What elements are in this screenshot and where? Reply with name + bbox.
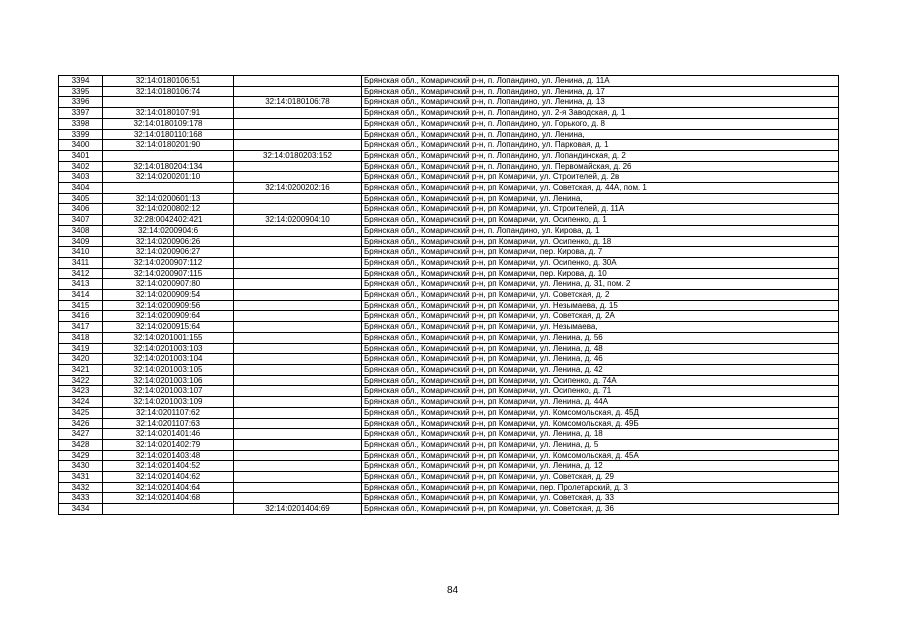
row-number-cell: 3427 <box>59 429 103 440</box>
address-cell: Брянская обл., Комаричский р-н, рп Комаричи, ул. Комсомольская, д. 49Б <box>362 418 839 429</box>
cadastral-number-alt-cell <box>234 461 362 472</box>
cadastral-number-cell: 32:14:0201003:103 <box>103 343 234 354</box>
cadastral-number-cell: 32:14:0200909:64 <box>103 311 234 322</box>
table-row <box>59 204 839 215</box>
cadastral-number-cell: 32:14:0180106:74 <box>103 86 234 97</box>
address-cell: Брянская обл., Комаричский р-н, рп Комаричи, ул. Незымаева, <box>362 322 839 333</box>
row-number-cell: 3424 <box>59 397 103 408</box>
table-row <box>59 472 839 483</box>
cadastral-number-cell: 32:14:0201003:105 <box>103 364 234 375</box>
cadastral-number-alt-cell <box>234 439 362 450</box>
page-number: 84 <box>446 585 459 596</box>
address-cell: Брянская обл., Комаричский р-н, п. Лопандино, ул. Первомайская, д. 26 <box>362 161 839 172</box>
table-row <box>59 108 839 119</box>
address-cell: Брянская обл., Комаричский р-н, рп Комаричи, ул. Ленина, д. 56 <box>362 332 839 343</box>
cadastral-number-cell: 32:14:0201001:155 <box>103 332 234 343</box>
cadastral-number-cell: 32:14:0200201:10 <box>103 172 234 183</box>
cadastral-number-alt-cell <box>234 386 362 397</box>
table-row <box>59 118 839 129</box>
cadastral-number-cell: 32:14:0201107:62 <box>103 407 234 418</box>
table-row <box>59 322 839 333</box>
cadastral-number-alt-cell <box>234 482 362 493</box>
cadastral-number-cell: 32:14:0200601:13 <box>103 193 234 204</box>
cadastral-number-cell: 32:14:0200907:80 <box>103 279 234 290</box>
row-number-cell: 3395 <box>59 86 103 97</box>
cadastral-number-cell: 32:14:0201003:104 <box>103 354 234 365</box>
address-cell: Брянская обл., Комаричский р-н, рп Комаричи, ул. Осипенко, д. 18 <box>362 236 839 247</box>
address-cell: Брянская обл., Комаричский р-н, п. Лопандино, ул. Ленина, д. 17 <box>362 86 839 97</box>
cadastral-number-cell: 32:14:0200907:115 <box>103 268 234 279</box>
row-number-cell: 3397 <box>59 108 103 119</box>
address-cell: Брянская обл., Комаричский р-н, рп Комаричи, ул. Осипенко, д. 30А <box>362 257 839 268</box>
table-row <box>59 407 839 418</box>
table-row <box>59 172 839 183</box>
table-row <box>59 279 839 290</box>
address-cell: Брянская обл., Комаричский р-н, рп Комаричи, ул. Осипенко, д. 71 <box>362 386 839 397</box>
row-number-cell: 3411 <box>59 257 103 268</box>
address-cell: Брянская обл., Комаричский р-н, рп Комаричи, ул. Советская, д. 44А, пом. 1 <box>362 183 839 194</box>
address-cell: Брянская обл., Комаричский р-н, рп Комаричи, ул. Строителей, д. 2в <box>362 172 839 183</box>
table-row <box>59 418 839 429</box>
table-row <box>59 150 839 161</box>
table-row <box>59 225 839 236</box>
row-number-cell: 3394 <box>59 76 103 87</box>
address-cell: Брянская обл., Комаричский р-н, рп Комаричи, ул. Советская, д. 2А <box>362 311 839 322</box>
table-row <box>59 439 839 450</box>
cadastral-number-alt-cell <box>234 225 362 236</box>
row-number-cell: 3429 <box>59 450 103 461</box>
row-number-cell: 3420 <box>59 354 103 365</box>
cadastral-number-cell: 32:14:0201404:62 <box>103 472 234 483</box>
address-cell: Брянская обл., Комаричский р-н, рп Комаричи, ул. Ленина, д. 31, пом. 2 <box>362 279 839 290</box>
table-row <box>59 193 839 204</box>
cadastral-number-alt-cell <box>234 418 362 429</box>
cadastral-number-alt-cell <box>234 247 362 258</box>
cadastral-number-cell: 32:14:0201404:52 <box>103 461 234 472</box>
row-number-cell: 3434 <box>59 504 103 515</box>
cadastral-number-cell: 32:14:0180204:134 <box>103 161 234 172</box>
property-register-table <box>58 75 839 515</box>
cadastral-number-alt-cell <box>234 193 362 204</box>
row-number-cell: 3407 <box>59 215 103 226</box>
cadastral-number-cell <box>103 97 234 108</box>
address-cell: Брянская обл., Комаричский р-н, рп Комаричи, пер. Кирова, д. 10 <box>362 268 839 279</box>
address-cell: Брянская обл., Комаричский р-н, п. Лопандино, ул. 2-я Заводская, д. 1 <box>362 108 839 119</box>
row-number-cell: 3413 <box>59 279 103 290</box>
address-cell: Брянская обл., Комаричский р-н, п. Лопандино, ул. Ленина, <box>362 129 839 140</box>
cadastral-number-alt-cell <box>234 407 362 418</box>
row-number-cell: 3402 <box>59 161 103 172</box>
table-row <box>59 236 839 247</box>
cadastral-number-alt-cell: 32:14:0201404:69 <box>234 504 362 515</box>
table-row <box>59 183 839 194</box>
table-row <box>59 290 839 301</box>
address-cell: Брянская обл., Комаричский р-н, рп Комаричи, ул. Осипенко, д. 1 <box>362 215 839 226</box>
table-row <box>59 343 839 354</box>
table-row <box>59 97 839 108</box>
row-number-cell: 3422 <box>59 375 103 386</box>
cadastral-number-cell <box>103 504 234 515</box>
row-number-cell: 3426 <box>59 418 103 429</box>
row-number-cell: 3425 <box>59 407 103 418</box>
table-row <box>59 364 839 375</box>
cadastral-number-cell: 32:14:0200909:56 <box>103 300 234 311</box>
row-number-cell: 3428 <box>59 439 103 450</box>
table-row <box>59 397 839 408</box>
cadastral-number-cell <box>103 183 234 194</box>
address-cell: Брянская обл., Комаричский р-н, рп Комаричи, ул. Ленина, д. 42 <box>362 364 839 375</box>
row-number-cell: 3430 <box>59 461 103 472</box>
cadastral-number-alt-cell <box>234 268 362 279</box>
row-number-cell: 3404 <box>59 183 103 194</box>
row-number-cell: 3405 <box>59 193 103 204</box>
table-row <box>59 429 839 440</box>
row-number-cell: 3409 <box>59 236 103 247</box>
cadastral-number-alt-cell <box>234 375 362 386</box>
register-table-body <box>59 76 839 515</box>
cadastral-number-cell: 32:14:0201404:64 <box>103 482 234 493</box>
cadastral-number-alt-cell <box>234 311 362 322</box>
row-number-cell: 3403 <box>59 172 103 183</box>
cadastral-number-cell: 32:14:0200909:54 <box>103 290 234 301</box>
address-cell: Брянская обл., Комаричский р-н, рп Комаричи, ул. Ленина, д. 46 <box>362 354 839 365</box>
row-number-cell: 3406 <box>59 204 103 215</box>
row-number-cell: 3418 <box>59 332 103 343</box>
table-row <box>59 386 839 397</box>
address-cell: Брянская обл., Комаричский р-н, рп Комаричи, ул. Советская, д. 29 <box>362 472 839 483</box>
cadastral-number-alt-cell <box>234 108 362 119</box>
cadastral-number-cell: 32:14:0200915:64 <box>103 322 234 333</box>
cadastral-number-alt-cell <box>234 129 362 140</box>
cadastral-number-alt-cell <box>234 300 362 311</box>
cadastral-number-cell: 32:14:0180109:178 <box>103 118 234 129</box>
cadastral-number-cell: 32:14:0201107:63 <box>103 418 234 429</box>
cadastral-number-cell: 32:14:0201401:46 <box>103 429 234 440</box>
table-row <box>59 461 839 472</box>
row-number-cell: 3401 <box>59 150 103 161</box>
cadastral-number-alt-cell <box>234 364 362 375</box>
cadastral-number-cell: 32:14:0201403:48 <box>103 450 234 461</box>
row-number-cell: 3396 <box>59 97 103 108</box>
table-row <box>59 76 839 87</box>
row-number-cell: 3400 <box>59 140 103 151</box>
table-row <box>59 482 839 493</box>
address-cell: Брянская обл., Комаричский р-н, п. Лопандино, ул. Ленина, д. 13 <box>362 97 839 108</box>
cadastral-number-cell: 32:14:0200802:12 <box>103 204 234 215</box>
cadastral-number-cell: 32:14:0200907:112 <box>103 257 234 268</box>
table-row <box>59 140 839 151</box>
table-row <box>59 268 839 279</box>
cadastral-number-alt-cell <box>234 204 362 215</box>
address-cell: Брянская обл., Комаричский р-н, рп Комаричи, ул. Ленина, д. 48 <box>362 343 839 354</box>
row-number-cell: 3415 <box>59 300 103 311</box>
cadastral-number-cell <box>103 150 234 161</box>
address-cell: Брянская обл., Комаричский р-н, рп Комаричи, ул. Ленина, <box>362 193 839 204</box>
address-cell: Брянская обл., Комаричский р-н, рп Комаричи, ул. Ленина, д. 5 <box>362 439 839 450</box>
row-number-cell: 3421 <box>59 364 103 375</box>
address-cell: Брянская обл., Комаричский р-н, рп Комаричи, ул. Строителей, д. 11А <box>362 204 839 215</box>
table-row <box>59 86 839 97</box>
cadastral-number-alt-cell <box>234 354 362 365</box>
row-number-cell: 3432 <box>59 482 103 493</box>
row-number-cell: 3408 <box>59 225 103 236</box>
table-row <box>59 257 839 268</box>
cadastral-number-alt-cell: 32:14:0180203:152 <box>234 150 362 161</box>
cadastral-number-alt-cell <box>234 493 362 504</box>
cadastral-number-alt-cell <box>234 118 362 129</box>
cadastral-number-alt-cell <box>234 86 362 97</box>
table-row <box>59 375 839 386</box>
address-cell: Брянская обл., Комаричский р-н, рп Комаричи, ул. Осипенко, д. 74А <box>362 375 839 386</box>
cadastral-number-alt-cell <box>234 332 362 343</box>
address-cell: Брянская обл., Комаричский р-н, рп Комаричи, ул. Ленина, д. 44А <box>362 397 839 408</box>
cadastral-number-alt-cell <box>234 140 362 151</box>
table-row <box>59 493 839 504</box>
row-number-cell: 3417 <box>59 322 103 333</box>
row-number-cell: 3412 <box>59 268 103 279</box>
address-cell: Брянская обл., Комаричский р-н, рп Комаричи, ул. Ленина, д. 12 <box>362 461 839 472</box>
cadastral-number-cell: 32:14:0200906:26 <box>103 236 234 247</box>
cadastral-number-alt-cell: 32:14:0200202:16 <box>234 183 362 194</box>
cadastral-number-cell: 32:14:0200906:27 <box>103 247 234 258</box>
address-cell: Брянская обл., Комаричский р-н, рп Комаричи, пер. Кирова, д. 7 <box>362 247 839 258</box>
address-cell: Брянская обл., Комаричский р-н, рп Комаричи, ул. Незымаева, д. 15 <box>362 300 839 311</box>
cadastral-number-alt-cell <box>234 76 362 87</box>
address-cell: Брянская обл., Комаричский р-н, рп Комаричи, ул. Комсомольская, д. 45Д <box>362 407 839 418</box>
address-cell: Брянская обл., Комаричский р-н, рп Комаричи, пер. Пролетарский, д. 3 <box>362 482 839 493</box>
address-cell: Брянская обл., Комаричский р-н, п. Лопандино, ул. Парковая, д. 1 <box>362 140 839 151</box>
cadastral-number-cell: 32:14:0201003:107 <box>103 386 234 397</box>
cadastral-number-alt-cell <box>234 450 362 461</box>
table-row <box>59 311 839 322</box>
cadastral-number-alt-cell <box>234 322 362 333</box>
cadastral-number-cell: 32:14:0180106:51 <box>103 76 234 87</box>
table-row <box>59 300 839 311</box>
cadastral-number-alt-cell <box>234 279 362 290</box>
address-cell: Брянская обл., Комаричский р-н, п. Лопандино, ул. Кирова, д. 1 <box>362 225 839 236</box>
row-number-cell: 3433 <box>59 493 103 504</box>
cadastral-number-alt-cell <box>234 397 362 408</box>
cadastral-number-alt-cell <box>234 290 362 301</box>
row-number-cell: 3431 <box>59 472 103 483</box>
row-number-cell: 3416 <box>59 311 103 322</box>
cadastral-number-alt-cell <box>234 472 362 483</box>
cadastral-number-cell: 32:28:0042402:421 <box>103 215 234 226</box>
table-row <box>59 247 839 258</box>
address-cell: Брянская обл., Комаричский р-н, рп Комаричи, ул. Советская, д. 33 <box>362 493 839 504</box>
row-number-cell: 3419 <box>59 343 103 354</box>
row-number-cell: 3410 <box>59 247 103 258</box>
row-number-cell: 3398 <box>59 118 103 129</box>
cadastral-number-cell: 32:14:0200904:6 <box>103 225 234 236</box>
address-cell: Брянская обл., Комаричский р-н, п. Лопандино, ул. Лопандинская, д. 2 <box>362 150 839 161</box>
row-number-cell: 3414 <box>59 290 103 301</box>
table-row <box>59 450 839 461</box>
cadastral-number-alt-cell <box>234 236 362 247</box>
cadastral-number-cell: 32:14:0180107:91 <box>103 108 234 119</box>
cadastral-number-alt-cell <box>234 172 362 183</box>
table-row <box>59 161 839 172</box>
address-cell: Брянская обл., Комаричский р-н, п. Лопандино, ул. Ленина, д. 11А <box>362 76 839 87</box>
cadastral-number-alt-cell <box>234 257 362 268</box>
cadastral-number-alt-cell <box>234 161 362 172</box>
table-row <box>59 129 839 140</box>
address-cell: Брянская обл., Комаричский р-н, рп Комаричи, ул. Комсомольская, д. 45А <box>362 450 839 461</box>
cadastral-number-cell: 32:14:0201402:79 <box>103 439 234 450</box>
cadastral-number-cell: 32:14:0201003:109 <box>103 397 234 408</box>
row-number-cell: 3399 <box>59 129 103 140</box>
cadastral-number-cell: 32:14:0201404:68 <box>103 493 234 504</box>
address-cell: Брянская обл., Комаричский р-н, рп Комаричи, ул. Ленина, д. 18 <box>362 429 839 440</box>
cadastral-number-cell: 32:14:0180110:168 <box>103 129 234 140</box>
address-cell: Брянская обл., Комаричский р-н, рп Комаричи, ул. Советская, д. 2 <box>362 290 839 301</box>
cadastral-number-cell: 32:14:0201003:106 <box>103 375 234 386</box>
address-cell: Брянская обл., Комаричский р-н, п. Лопандино, ул. Горького, д. 8 <box>362 118 839 129</box>
cadastral-number-cell: 32:14:0180201:90 <box>103 140 234 151</box>
row-number-cell: 3423 <box>59 386 103 397</box>
cadastral-number-alt-cell: 32:14:0180106:78 <box>234 97 362 108</box>
table-row <box>59 504 839 515</box>
table-row <box>59 215 839 226</box>
cadastral-number-alt-cell <box>234 429 362 440</box>
cadastral-number-alt-cell: 32:14:0200904:10 <box>234 215 362 226</box>
table-row <box>59 354 839 365</box>
address-cell: Брянская обл., Комаричский р-н, рп Комаричи, ул. Советская, д. 36 <box>362 504 839 515</box>
table-row <box>59 332 839 343</box>
cadastral-number-alt-cell <box>234 343 362 354</box>
